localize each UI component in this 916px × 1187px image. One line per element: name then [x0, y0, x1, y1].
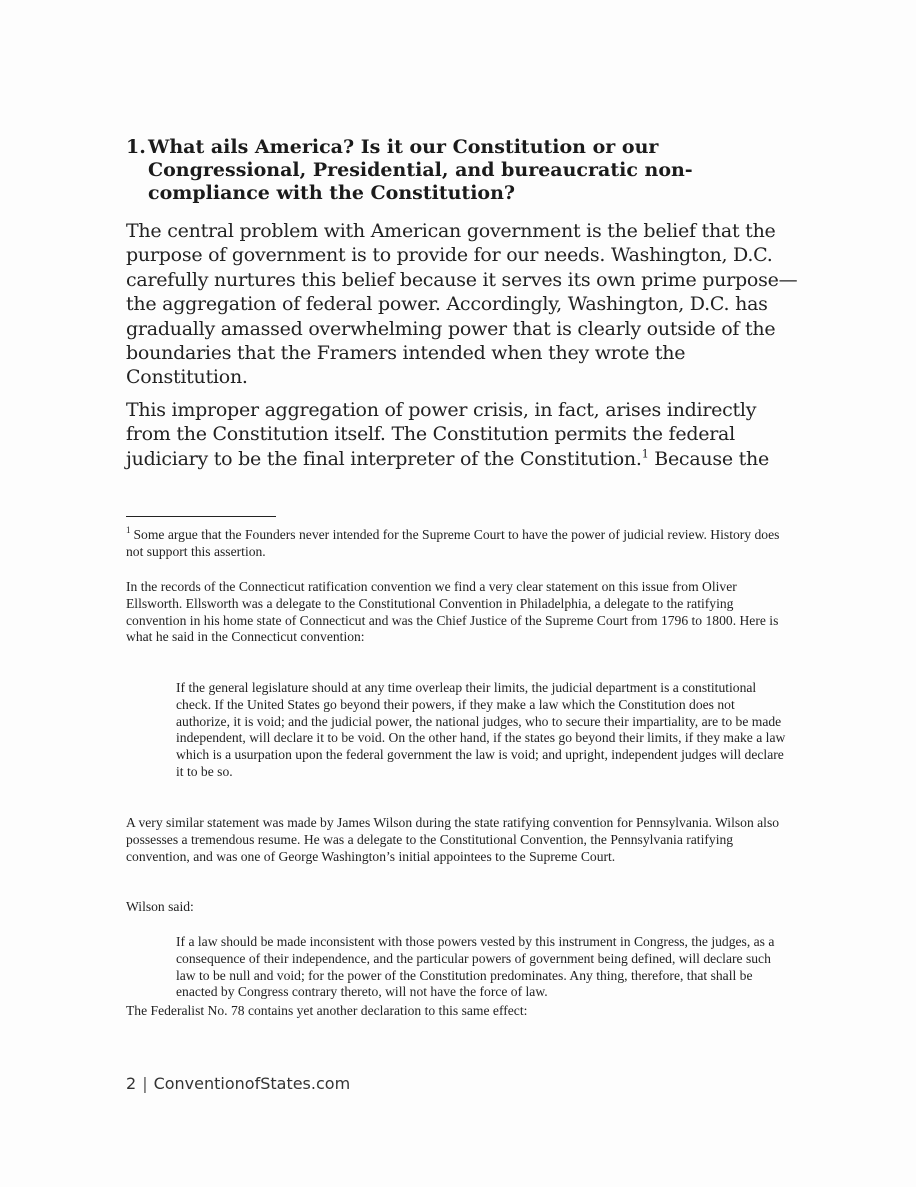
- footnote-reference[interactable]: 1: [641, 447, 649, 461]
- footnote-1: [126, 527, 786, 561]
- body-paragraph-1: The central problem with American government is the belief that the purpose of government is to provide for our needs. Washington, D.C. carefully nurtures this belief because it serves its own prime purpose—the aggregation of federal power. Accordingly, Washington, D.C. has gradually amassed overwhelming power that is clearly outside of the boundaries that the Framers intended when they wrote the Constitution.: [126, 220, 798, 389]
- footnote-marker: 1: [126, 525, 131, 536]
- block-quote-ellsworth: If the general legislature should at any time overleap their limits, the judicial department is a constitutional check. If the United States go beyond their powers, if they make a law which the Constitution does not authorize, it is void; and the judicial power, the national judges, who to secure their impartiality, are to be made independent, will declare it to be void. On the other hand, if the states go beyond their limits, if they make a law which is a usurpation upon the federal government the law is void; and upright, independent judges will declare it to be so.: [176, 680, 786, 779]
- footnote-wilson-said: Wilson said:: [126, 899, 194, 914]
- body-paragraph-2: [126, 398, 802, 471]
- page-footer: [126, 1074, 350, 1093]
- section-heading: [126, 136, 726, 205]
- footnote-divider: [126, 516, 276, 517]
- section-number: 1.: [126, 136, 146, 158]
- footnote-federalist: The Federalist No. 78 contains yet another declaration to this same effect:: [126, 1003, 528, 1018]
- block-quote-wilson: If a law should be made inconsistent with those powers vested by this instrument in Congress, the judges, as a consequence of their independence, and the particular powers of government being defined, will declare such law to be null and void; for the power of the Constitution predominates. Any thing, therefore, that shall be enacted by Congress contrary thereto, will not have the force of law.: [176, 934, 775, 1000]
- footnote-1-text: Some argue that the Founders never intended for the Supreme Court to have the power of judicial review. History does not support this assertion.: [126, 527, 780, 559]
- footnote-paragraph-wilson: A very similar statement was made by James Wilson during the state ratifying convention for Pennsylvania. Wilson also possesses a tremendous resume. He was a delegate to the Constitutional Convention, the Pennsylvania ratifying convention, and was one of George Washington’s initial appointees to the Supreme Court.: [126, 815, 780, 864]
- body-paragraph-2-tail: Because the: [648, 447, 770, 470]
- footnote-paragraph-ellsworth: In the records of the Connecticut ratification convention we find a very clear statement on this issue from Oliver Ellsworth. Ellsworth was a delegate to the Constitutional Convention in Philadelphia, a delegate to the ratifying convention in his home state of Connecticut and was the Chief Justice of the Supreme Court from 1796 to 1800. Here is what he said in the Connecticut convention:: [126, 579, 779, 645]
- page-number: 2: [126, 1074, 137, 1093]
- section-title: What ails America? Is it our Constitution or our Congressional, Presidential, and bureaucratic non-compliance with the Constitution?: [148, 136, 693, 204]
- footer-separator: |: [142, 1074, 148, 1093]
- body-paragraph-2-text: This improper aggregation of power crisis, in fact, arises indirectly from the Constitution itself. The Constitution permits the federal judiciary to be the final interpreter of the Constitution.: [126, 399, 757, 470]
- footer-site-link[interactable]: ConventionofStates.com: [153, 1074, 351, 1093]
